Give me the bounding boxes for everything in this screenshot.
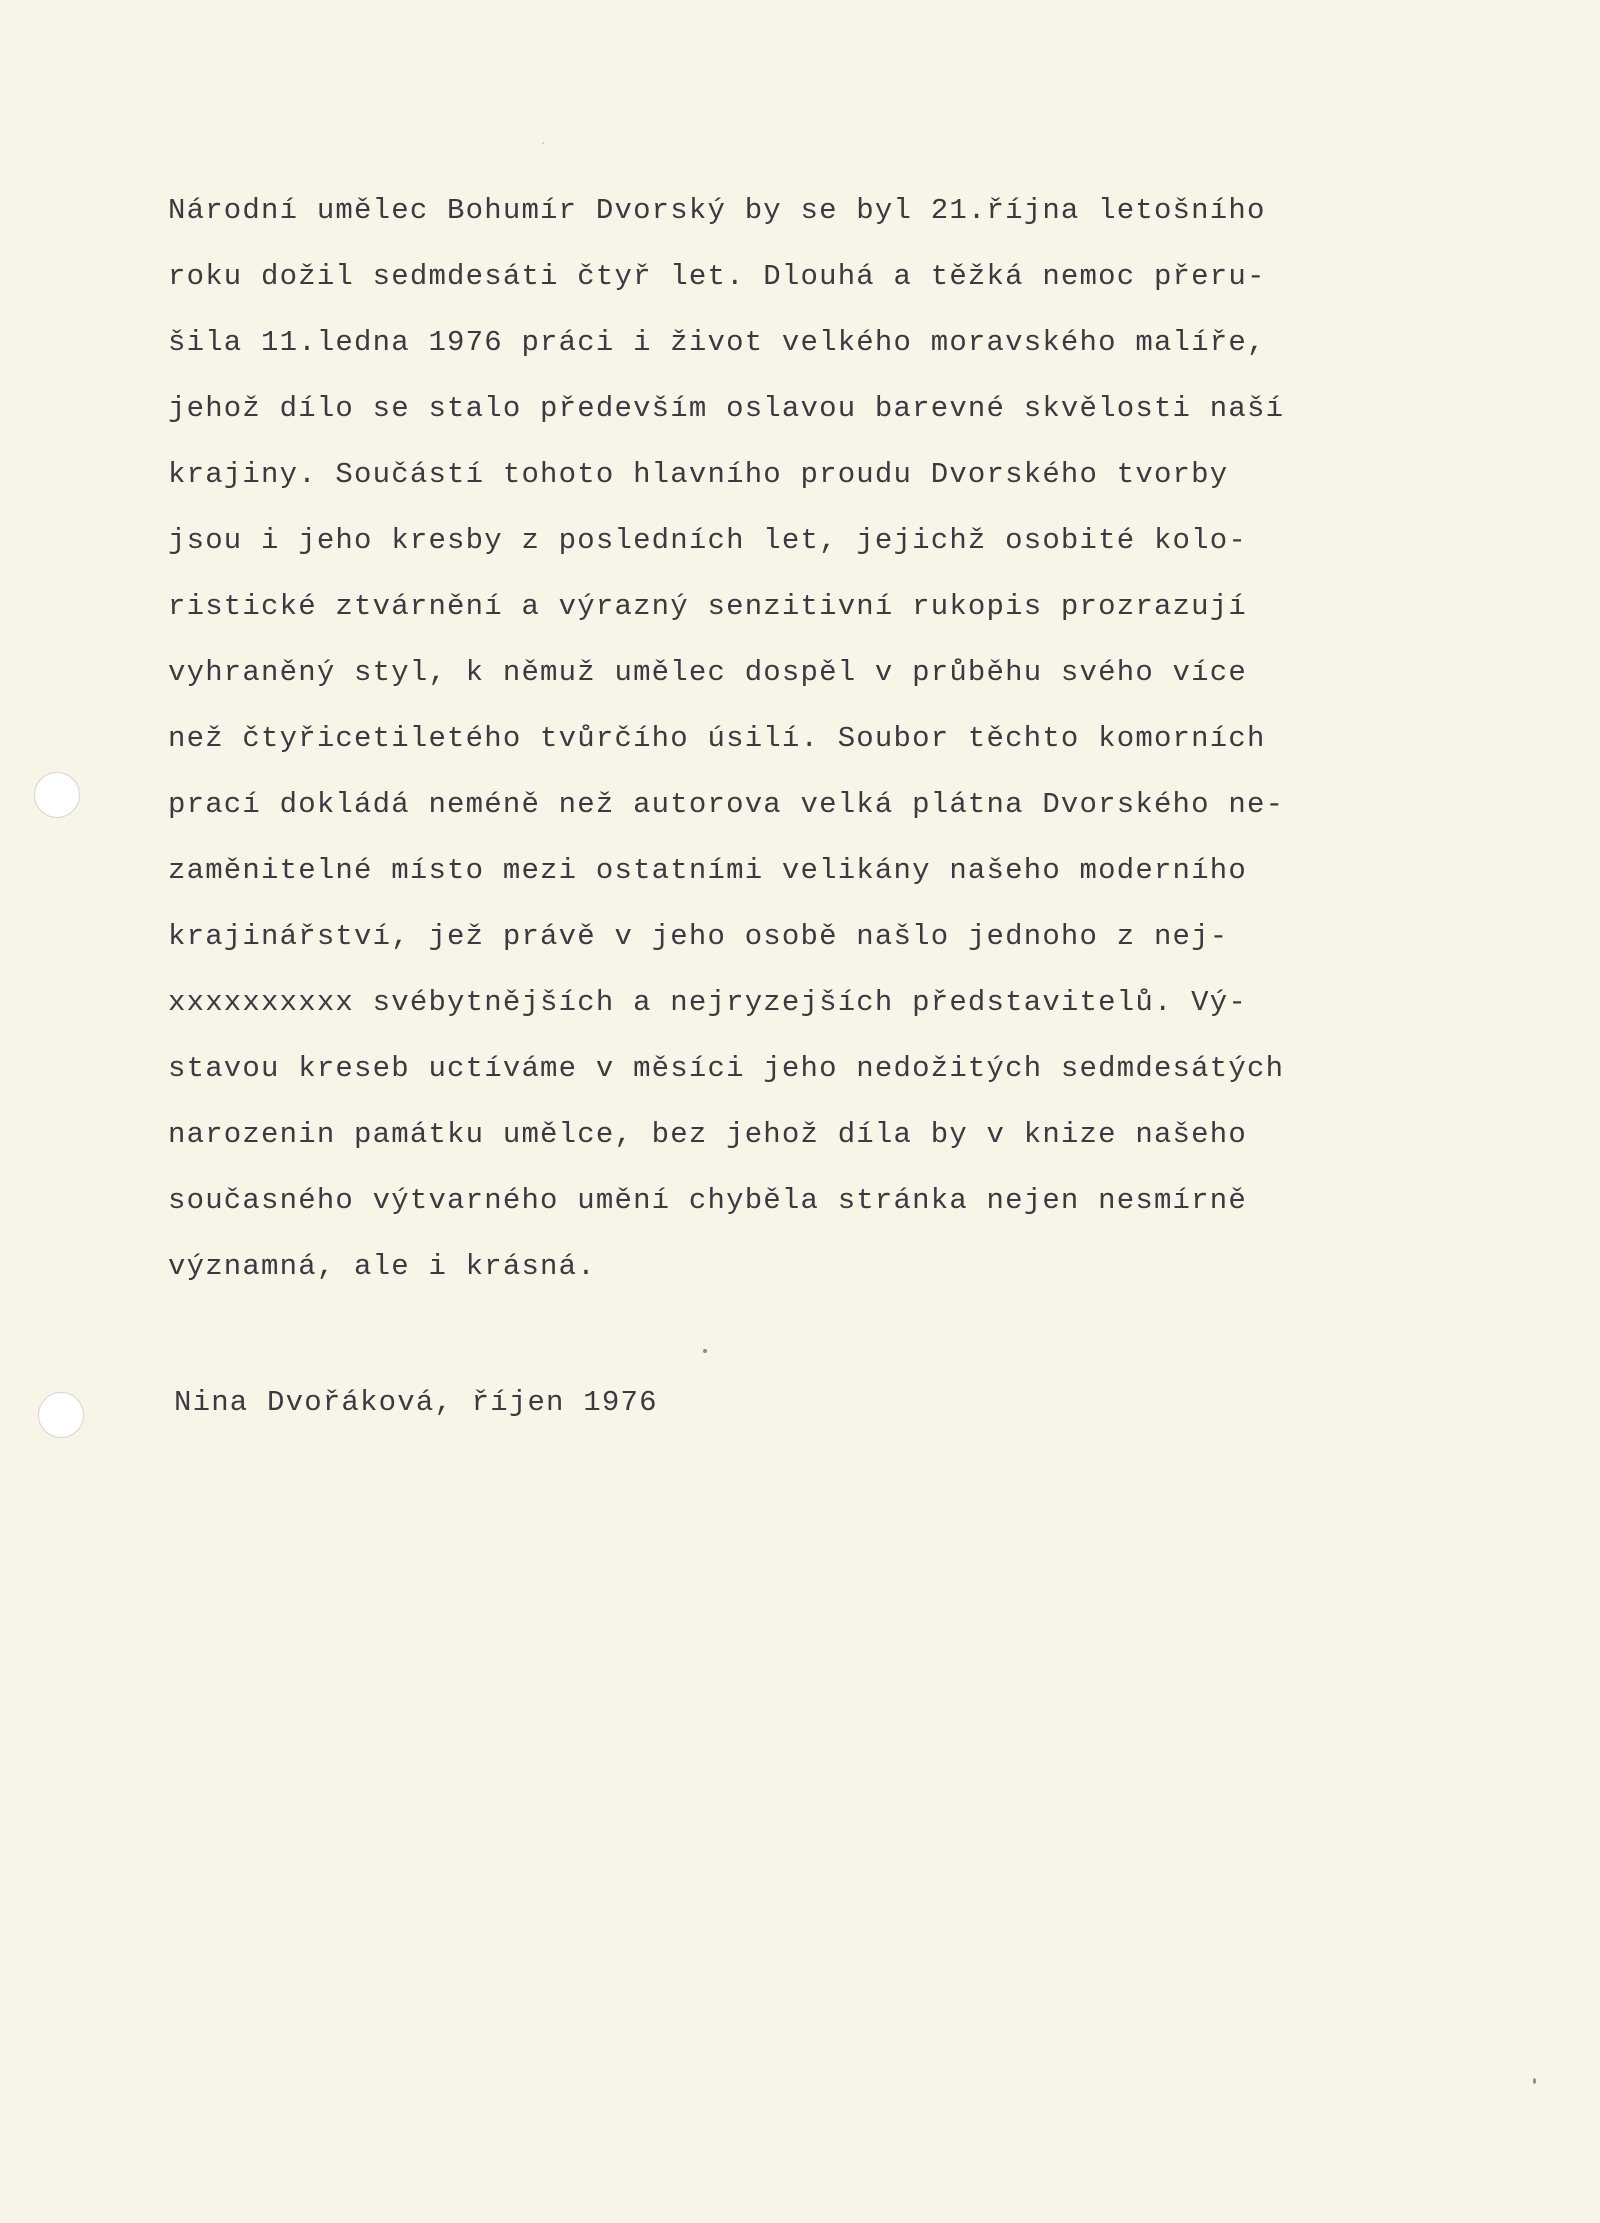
text-line: xxxxxxxxxx svébytnějších a nejryzejších představitelů. Vý- xyxy=(168,986,1247,1019)
text-line: šila 11.ledna 1976 práci i život velkého moravského malíře, xyxy=(168,326,1266,359)
text-line: narozenin památku umělce, bez jehož díla by v knize našeho xyxy=(168,1118,1247,1151)
text-line: vyhraněný styl, k němuž umělec dospěl v průběhu svého více xyxy=(168,656,1247,689)
text-line: stavou kreseb uctíváme v měsíci jeho nedožitých sedmdesátých xyxy=(168,1052,1285,1085)
signature-line: Nina Dvořáková, říjen 1976 xyxy=(174,1386,658,1419)
text-line: ristické ztvárnění a výrazný senzitivní rukopis prozrazují xyxy=(168,590,1247,623)
text-line: významná, ale i krásná. xyxy=(168,1250,596,1283)
text-line: krajiny. Součástí tohoto hlavního proudu Dvorského tvorby xyxy=(168,458,1229,491)
ink-speck xyxy=(542,142,544,144)
text-line: krajinářství, jež právě v jeho osobě našlo jednoho z nej- xyxy=(168,920,1229,953)
text-line: než čtyřicetiletého tvůrčího úsilí. Soubor těchto komorních xyxy=(168,722,1266,755)
punch-hole xyxy=(38,1392,84,1438)
typewritten-paragraph xyxy=(168,178,1418,1300)
text-line: roku dožil sedmdesáti čtyř let. Dlouhá a těžká nemoc přeru- xyxy=(168,260,1266,293)
ink-speck xyxy=(1533,2078,1536,2084)
text-line: jsou i jeho kresby z posledních let, jejichž osobité kolo- xyxy=(168,524,1247,557)
punch-hole xyxy=(34,772,80,818)
text-line: jehož dílo se stalo především oslavou barevné skvělosti naší xyxy=(168,392,1285,425)
text-line: zaměnitelné místo mezi ostatními velikány našeho moderního xyxy=(168,854,1247,887)
text-line: prací dokládá neméně než autorova velká plátna Dvorského ne- xyxy=(168,788,1285,821)
text-line: současného výtvarného umění chyběla stránka nejen nesmírně xyxy=(168,1184,1247,1217)
ink-speck xyxy=(703,1349,707,1353)
text-line: Národní umělec Bohumír Dvorský by se byl 21.října letošního xyxy=(168,194,1266,227)
